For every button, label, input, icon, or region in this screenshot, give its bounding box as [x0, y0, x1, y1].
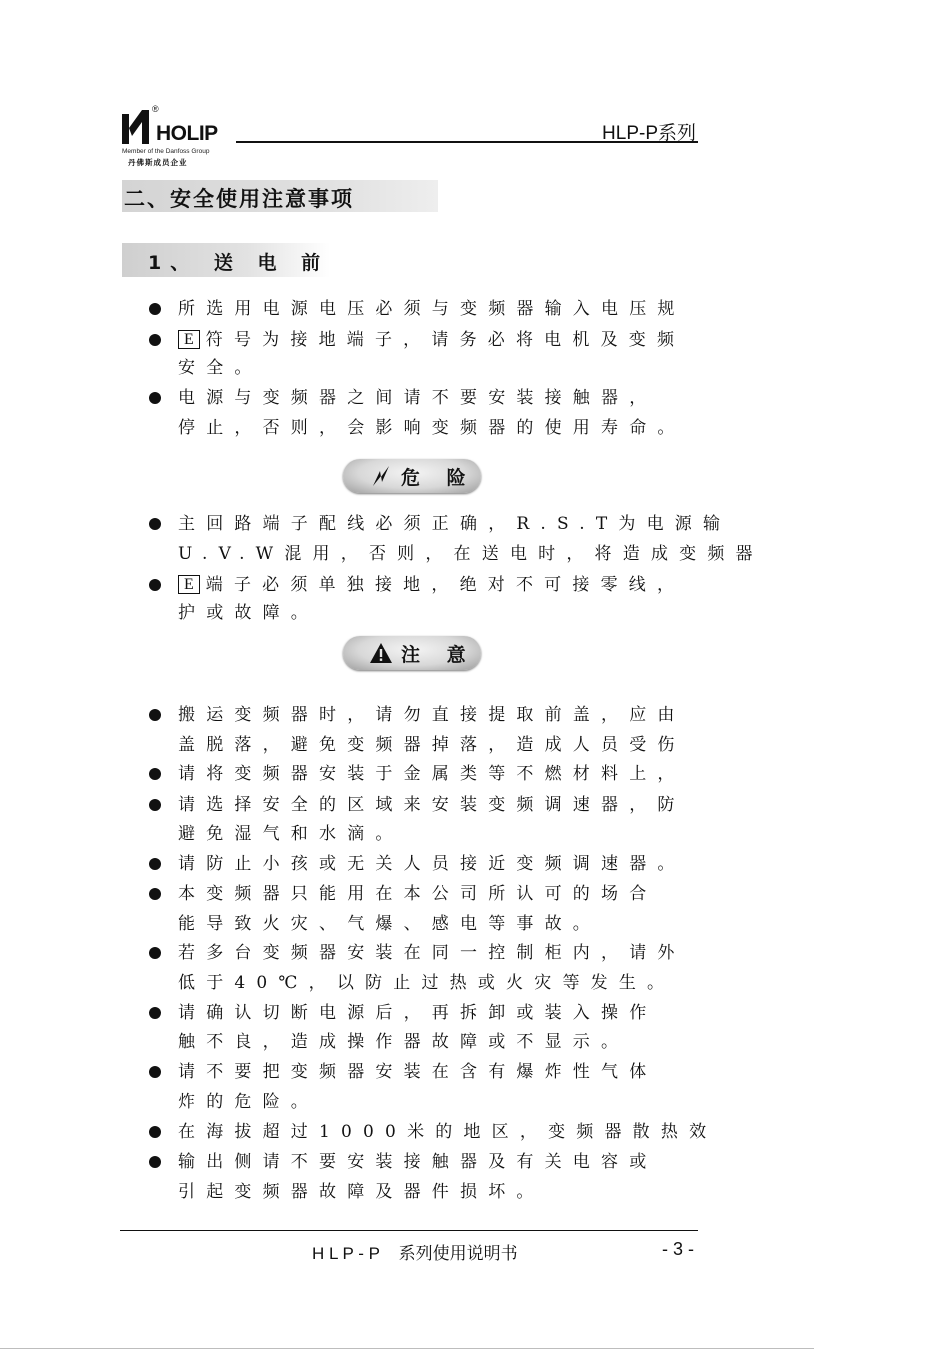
bullet-icon	[149, 303, 161, 315]
warning-triangle-icon	[369, 642, 393, 664]
text-line: 在海拔超过1000米的地区，变频器散热效	[178, 1122, 718, 1142]
subsection-heading	[122, 243, 330, 277]
text-line: 护或故障。	[178, 603, 319, 623]
danger-badge	[343, 459, 481, 493]
page-number: - 3 -	[662, 1239, 695, 1259]
footer-title: H L P - P 系列使用说明书	[312, 1244, 518, 1263]
text-line: U.V.W混用，否则，在送电时，将造成变频器	[178, 544, 764, 564]
text-line: 低于40℃，以防止过热或火灾等发生。	[178, 973, 676, 993]
section-title: 二、安全使用注意事项	[124, 187, 354, 211]
text-line: 触不良，造成操作器故障或不显示。	[178, 1032, 630, 1052]
text-line: 停止，否则，会影响变频器的使用寿命。	[178, 418, 686, 438]
danger-label: 危 险	[401, 467, 476, 489]
bullet-icon	[149, 1066, 161, 1078]
text-line: 炸的危险。	[178, 1092, 319, 1112]
text-line: E 端子必须单独接地，绝对不可接零线，	[178, 571, 814, 599]
bullet-icon	[149, 1126, 161, 1138]
bullet-icon	[149, 768, 161, 780]
member-text: Member of the Danfoss Group	[122, 148, 210, 155]
lightning-icon	[369, 465, 393, 487]
holip-logo-mark-icon	[122, 108, 152, 144]
text-line: 主回路端子配线必须正确，R.S.T为电源输	[178, 514, 732, 534]
bullet-icon	[149, 518, 161, 530]
subsection-title: 1、 送 电 前	[148, 252, 330, 274]
bullet-icon	[149, 858, 161, 870]
caution-label: 注 意	[401, 644, 476, 666]
text-line: 盖脱落，避免变频器掉落，造成人员受伤	[178, 735, 686, 755]
bullet-icon	[149, 392, 161, 404]
text-line: 若多台变频器安装在同一控制柜内，请外	[178, 943, 686, 963]
text-line: 安全。	[178, 358, 263, 378]
earth-symbol-box: E	[178, 575, 200, 594]
text-line: 本变频器只能用在本公司所认可的场合	[178, 884, 658, 904]
earth-symbol-box: E	[178, 330, 200, 349]
bullet-icon	[149, 709, 161, 721]
bullet-icon	[149, 334, 161, 346]
section-heading	[122, 180, 438, 212]
text-line: 请不要把变频器安装在含有爆炸性气体	[178, 1062, 658, 1082]
header-series: HLP-P系列	[602, 123, 696, 144]
text-line: 请将变频器安装于金属类等不燃材料上，	[178, 764, 686, 784]
text-line: 请确认切断电源后，再拆卸或装入操作	[178, 1003, 658, 1023]
holip-logo	[122, 104, 234, 166]
bullet-icon	[149, 579, 161, 591]
page-edge-rule	[0, 1348, 814, 1349]
text-line: 所选用电源电压必须与变频器输入电压规	[178, 299, 686, 319]
text-line: E 符号为接地端子，请务必将电机及变频	[178, 326, 814, 354]
bullet-icon	[149, 1156, 161, 1168]
text-line: 引起变频器故障及器件损坏。	[178, 1182, 545, 1202]
footer-rule	[120, 1230, 698, 1231]
text-line: 电源与变频器之间请不要安装接触器，	[178, 388, 658, 408]
bullet-icon	[149, 1007, 161, 1019]
text-line: 搬运变频器时，请勿直接提取前盖，应由	[178, 705, 686, 725]
registered-mark: ®	[152, 104, 159, 114]
text-line: 请选择安全的区域来安装变频调速器，防	[178, 795, 686, 815]
text-line: 请防止小孩或无关人员接近变频调速器。	[178, 854, 686, 874]
member-text-cn: 丹佛斯成员企业	[128, 158, 188, 167]
text-line: 能导致火灾、气爆、感电等事故。	[178, 914, 601, 934]
bullet-icon	[149, 799, 161, 811]
brand-name: HOLIP	[156, 122, 218, 145]
caution-badge	[343, 636, 481, 670]
text-line: 避免湿气和水滴。	[178, 824, 404, 844]
bullet-icon	[149, 888, 161, 900]
bullet-icon	[149, 947, 161, 959]
text-line: 输出侧请不要安装接触器及有关电容或	[178, 1152, 658, 1172]
